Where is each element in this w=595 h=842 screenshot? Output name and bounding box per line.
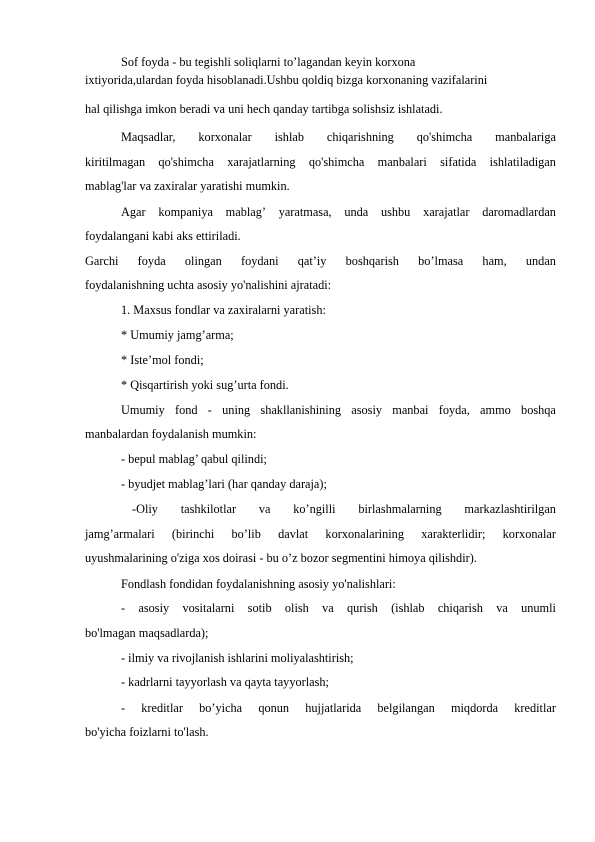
word: xarakterlidir; — [421, 527, 486, 541]
word: undan — [525, 254, 556, 268]
text-line-justified — [121, 402, 556, 418]
word: korxonalar — [198, 130, 252, 144]
text-line: uyushmalarining o'ziga xos doirasi - bu o’z bozor segmentini himoya qilishdir). — [85, 551, 477, 565]
word: hujjatlarida — [305, 701, 362, 715]
word: qat’iy — [297, 254, 327, 268]
text-line: - byudjet mablag’lari (har qanday daraja); — [121, 477, 327, 491]
text-line-justified — [85, 253, 556, 269]
word: - — [121, 601, 126, 615]
word: ishlab — [274, 130, 304, 144]
word: Maqsadlar, — [121, 130, 176, 144]
word: Garchi — [85, 254, 119, 268]
word: ammo — [480, 403, 511, 417]
word: qurish — [347, 601, 378, 615]
word: ko’ngilli — [293, 502, 336, 516]
text-line: hal qilishga imkon beradi va uni hech qanday tartibga solishsiz ishlatadi. — [85, 102, 443, 116]
word: va — [258, 502, 271, 516]
word: va — [496, 601, 508, 615]
word: kompaniya — [158, 205, 213, 219]
text-line: 1. Maxsus fondlar va zaxiralarni yaratish: — [121, 303, 326, 317]
word: foydani — [240, 254, 279, 268]
text-line: - kadrlarni tayyorlash va qayta tayyorlash; — [121, 675, 329, 689]
word: kreditlar — [514, 701, 556, 715]
text-line: bo'lmagan maqsadlarda); — [85, 626, 209, 640]
word: korxonalarining — [325, 527, 404, 541]
word: miqdorda — [450, 701, 499, 715]
text-line: bo'yicha foizlarni to'lash. — [85, 725, 209, 739]
word: asosiy — [138, 601, 170, 615]
word: uning — [222, 403, 251, 417]
word: ham, — [482, 254, 507, 268]
word: manbai — [392, 403, 429, 417]
word: korxonalar — [502, 527, 556, 541]
text-line: mablag'lar va zaxiralar yaratishi mumkin. — [85, 179, 290, 193]
text-line: foydalangani kabi aks ettiriladi. — [85, 229, 241, 243]
text-line: Sof foyda - bu tegishli soliqlarni to’lagandan keyin korxona — [121, 55, 416, 69]
word: boshqarish — [345, 254, 399, 268]
word: qo'shimcha — [416, 130, 473, 144]
word: ushbu — [380, 205, 411, 219]
text-line-justified — [85, 154, 556, 170]
text-line: * Qisqartirish yoki sug’urta fondi. — [121, 378, 289, 392]
text-line-justified — [121, 700, 556, 716]
word: daromadlardan — [482, 205, 556, 219]
text-line: ixtiyorida,ulardan foyda hisoblanadi.Ushbu qoldiq bizga korxonaning vazifalarini — [85, 73, 488, 87]
word: kreditlar — [141, 701, 183, 715]
word: qo'shimcha — [158, 155, 214, 169]
text-line: * Umumiy jamg’arma; — [121, 328, 234, 342]
word: unda — [344, 205, 369, 219]
word: xarajatlar — [423, 205, 470, 219]
word: manbalari — [377, 155, 427, 169]
word: Umumiy — [121, 403, 165, 417]
word: (birinchi — [171, 527, 215, 541]
word: sotib — [247, 601, 272, 615]
word: tashkilotlar — [180, 502, 237, 516]
text-line-justified — [121, 600, 556, 616]
text-line: - bepul mablag’ qabul qilindi; — [121, 452, 267, 466]
word: xarajatlarning — [227, 155, 296, 169]
text-line-justified — [85, 526, 556, 542]
word: foyda, — [438, 403, 470, 417]
text-line-justified — [121, 204, 556, 220]
word: asosiy — [351, 403, 383, 417]
word: qonun — [258, 701, 290, 715]
text-line: Fondlash fondidan foydalanishning asosiy yo'nalishlari: — [121, 577, 396, 591]
word: Agar — [121, 205, 146, 219]
text-line-justified — [121, 129, 556, 145]
word: bo’lib — [231, 527, 261, 541]
word: boshqa — [521, 403, 556, 417]
word: kiritilmagan — [85, 155, 146, 169]
word: birlashmalarning — [358, 502, 442, 516]
word: foyda — [137, 254, 166, 268]
word: ishlatiladigan — [489, 155, 556, 169]
word: qo'shimcha — [308, 155, 365, 169]
word: mablag’ — [225, 205, 266, 219]
word: (ishlab — [391, 601, 425, 615]
text-line: foydalanishning uchta asosiy yo'nalishini ajratadi: — [85, 278, 332, 292]
word: -Oliy — [132, 502, 158, 516]
word: markazlashtirilgan — [464, 502, 556, 516]
word: yaratmasa, — [278, 205, 332, 219]
word: - — [121, 701, 126, 715]
word: shakllanishining — [260, 403, 342, 417]
word: chiqarish — [437, 601, 483, 615]
word: bo’lmasa — [418, 254, 464, 268]
word: olingan — [184, 254, 222, 268]
word: vositalarni — [182, 601, 235, 615]
text-line: - ilmiy va rivojlanish ishlarini moliyalashtirish; — [121, 651, 354, 665]
word: manbalariga — [495, 130, 556, 144]
word: davlat — [278, 527, 309, 541]
word: chiqarishning — [326, 130, 394, 144]
text-line: manbalardan foydalanish mumkin: — [85, 427, 257, 441]
word: jamg’armalari — [85, 527, 155, 541]
word: sifatida — [440, 155, 477, 169]
word: olish — [284, 601, 309, 615]
word: belgilangan — [377, 701, 435, 715]
word: va — [322, 601, 334, 615]
text-line: * Iste’mol fondi; — [121, 353, 204, 367]
word: bo’yicha — [199, 701, 243, 715]
word: fond — [174, 403, 198, 417]
word: - — [207, 403, 212, 417]
text-line-justified — [132, 501, 556, 517]
word: unumli — [521, 601, 556, 615]
